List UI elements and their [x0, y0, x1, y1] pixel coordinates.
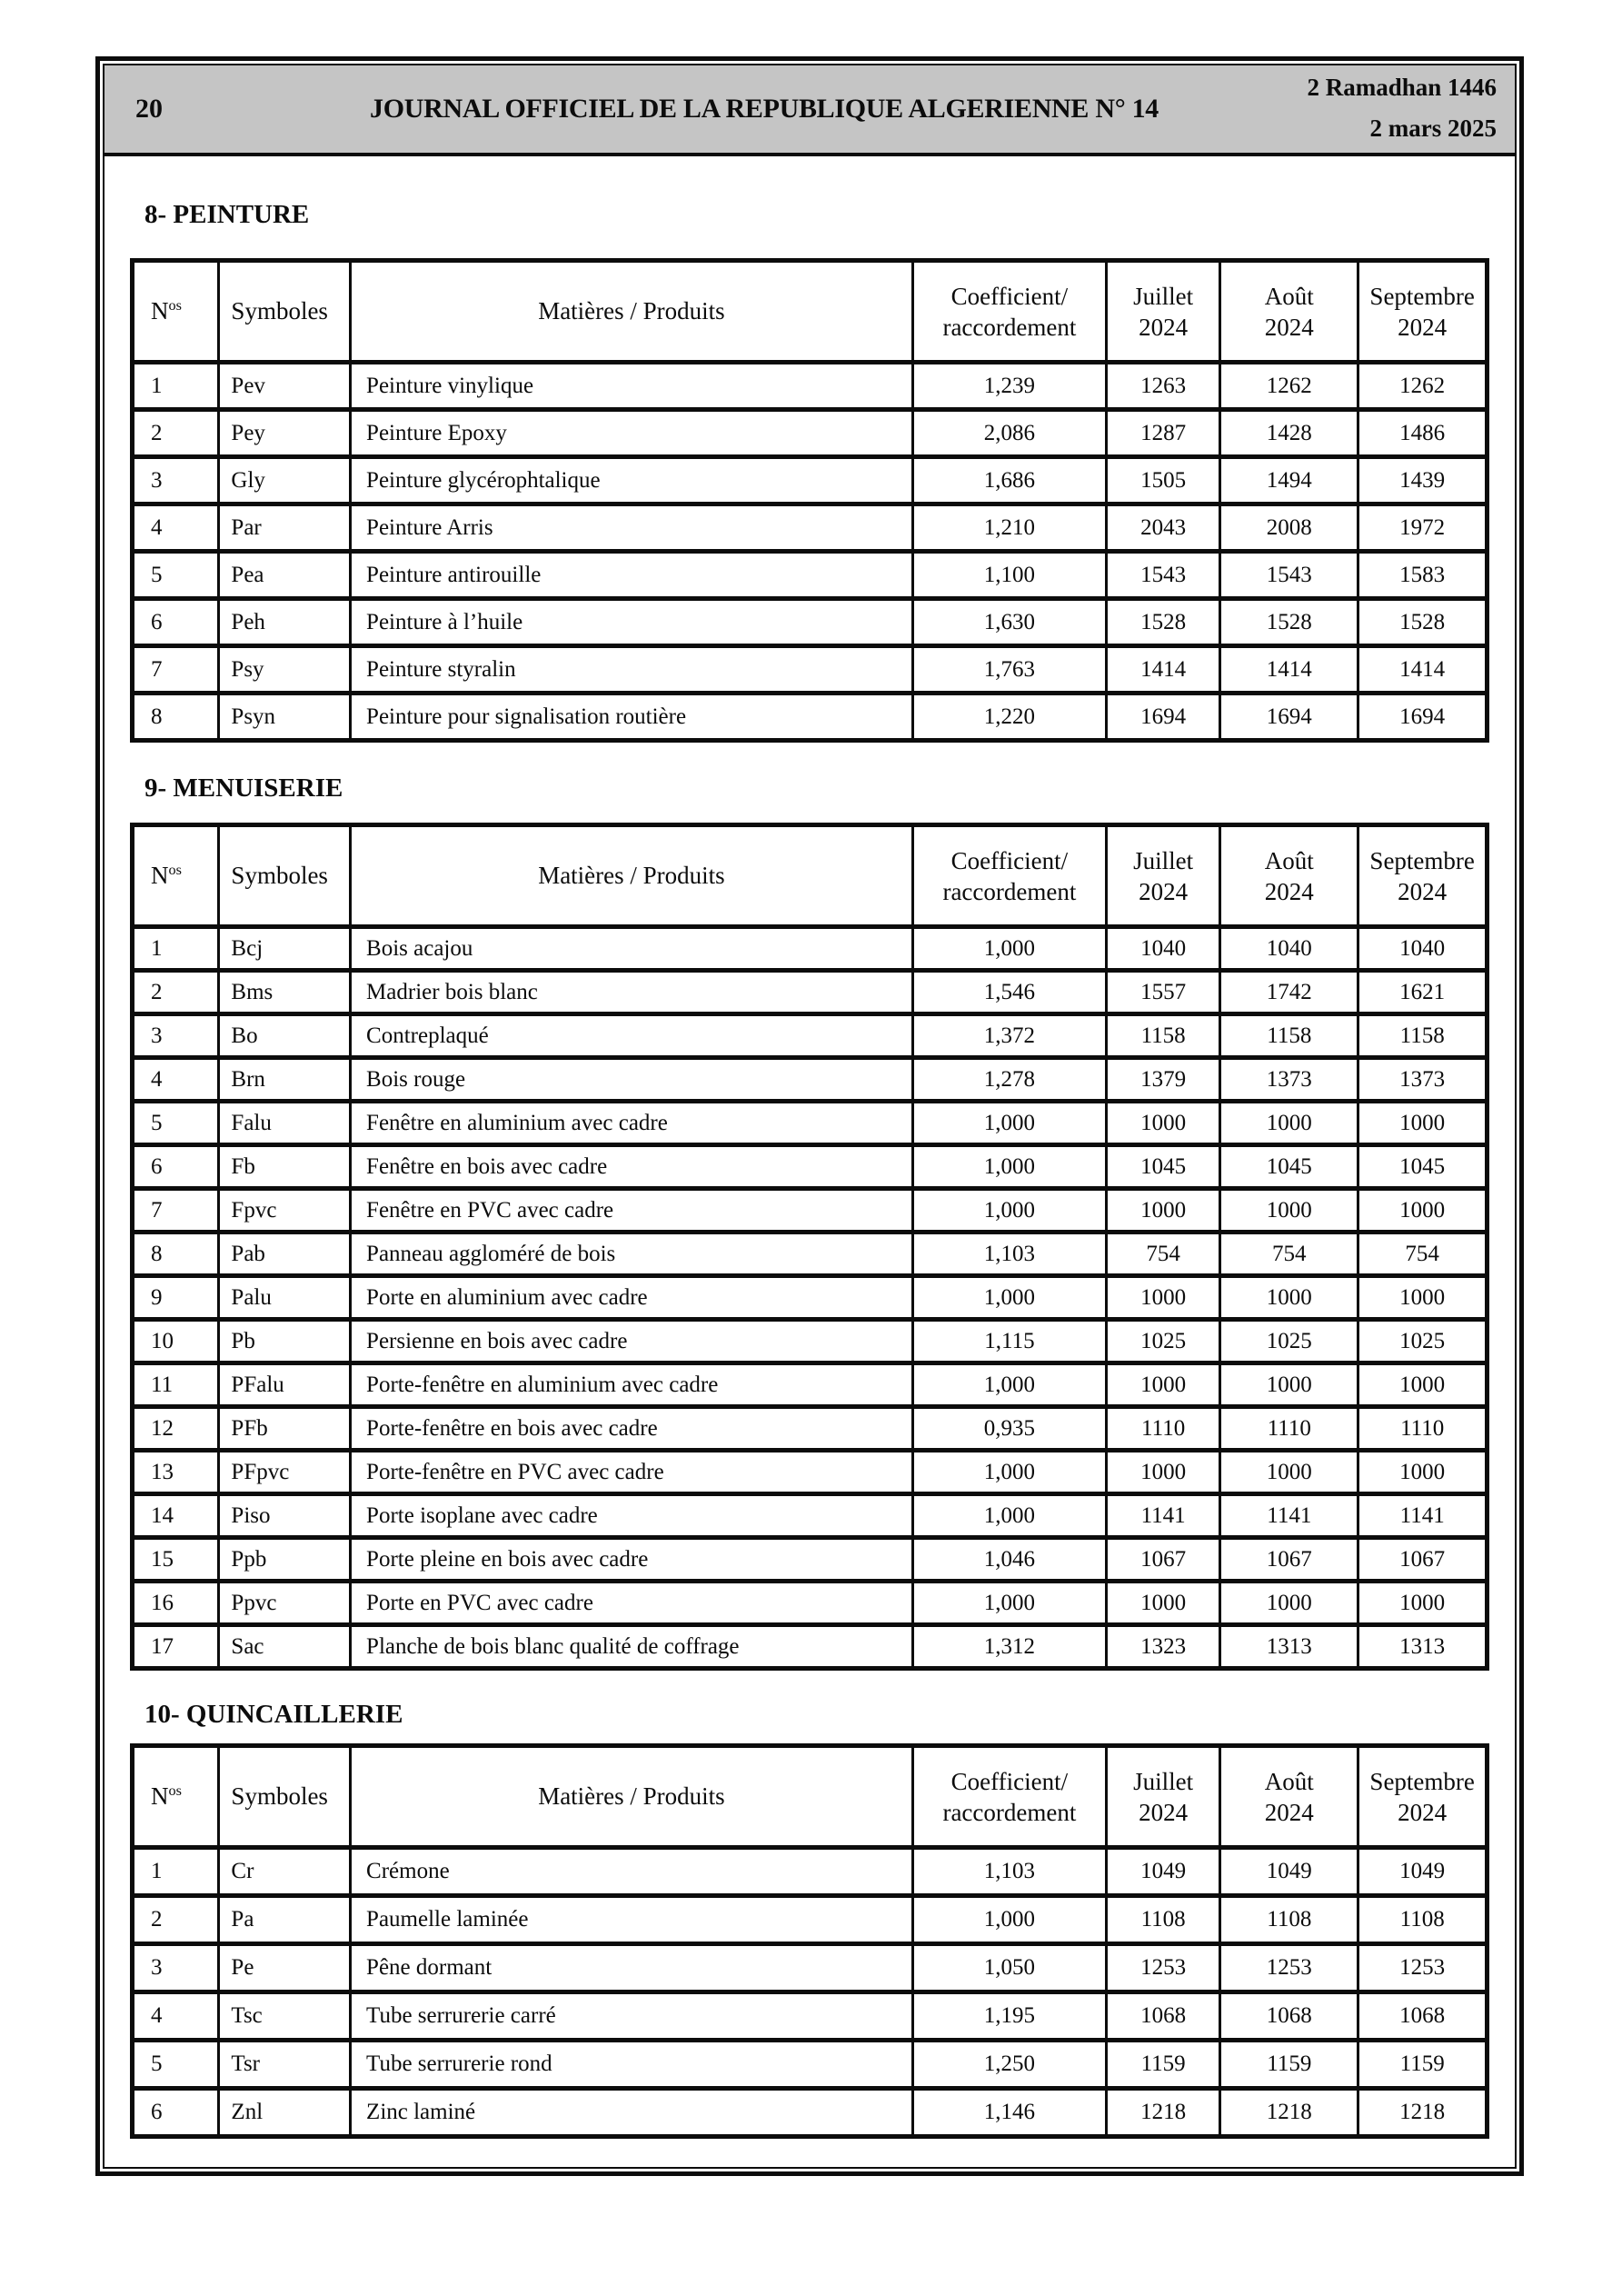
table-cell: 1972	[1358, 504, 1488, 552]
table-cell: Sac	[219, 1625, 351, 1669]
column-header-number: $N^{os}$	[133, 261, 219, 363]
table-cell: PFalu	[219, 1363, 351, 1407]
table-cell: 1141	[1358, 1494, 1488, 1538]
column-header-symbols: Symboles	[219, 825, 351, 927]
table-cell: 7	[133, 646, 219, 694]
table-cell: Bois acajou	[351, 927, 913, 971]
table-cell: 1067	[1358, 1538, 1488, 1582]
page-number: 20	[135, 94, 163, 124]
table-cell: Porte en aluminium avec cadre	[351, 1276, 913, 1320]
table-menuiserie	[130, 823, 1489, 1671]
table-cell: 1,195	[912, 1992, 1106, 2041]
table-cell: 1000	[1107, 1102, 1220, 1145]
column-header-symbols: Symboles	[219, 1746, 351, 1848]
table-cell: Znl	[219, 2089, 351, 2137]
table-row	[133, 1848, 1488, 1896]
table-cell: 754	[1107, 1233, 1220, 1276]
table-cell: 13	[133, 1451, 219, 1494]
table-cell: 5	[133, 1102, 219, 1145]
table-cell: 1373	[1220, 1058, 1358, 1102]
table-cell: 1108	[1358, 1896, 1488, 1944]
table-cell: 1557	[1107, 971, 1220, 1014]
table-cell: 1414	[1107, 646, 1220, 694]
table-row	[133, 2089, 1488, 2137]
table-cell: Peinture Epoxy	[351, 410, 913, 457]
table-row	[133, 1538, 1488, 1582]
table-cell: 1,000	[912, 1896, 1106, 1944]
table-row	[133, 1451, 1488, 1494]
table-cell: 1528	[1107, 599, 1220, 646]
table-cell: 1583	[1358, 552, 1488, 599]
table-cell: 1000	[1220, 1102, 1358, 1145]
table-cell: 1045	[1107, 1145, 1220, 1189]
table-cell: Porte-fenêtre en aluminium avec cadre	[351, 1363, 913, 1407]
table-cell: 1494	[1220, 457, 1358, 504]
table-cell: Persienne en bois avec cadre	[351, 1320, 913, 1363]
section-heading-peinture: 8- PEINTURE	[144, 200, 310, 229]
table-cell: 8	[133, 694, 219, 741]
table-cell: 2,086	[912, 410, 1106, 457]
table-row	[133, 1276, 1488, 1320]
table-cell: Bms	[219, 971, 351, 1014]
table-row	[133, 599, 1488, 646]
table-row	[133, 1625, 1488, 1669]
table-cell: 17	[133, 1625, 219, 1669]
table-cell: 1025	[1220, 1320, 1358, 1363]
table-cell: 1,103	[912, 1848, 1106, 1896]
table-cell: Peinture vinylique	[351, 363, 913, 410]
table-cell: 5	[133, 552, 219, 599]
table-cell: Zinc laminé	[351, 2089, 913, 2137]
table-cell: 1218	[1358, 2089, 1488, 2137]
table-quincaillerie	[130, 1743, 1489, 2139]
table-cell: 15	[133, 1538, 219, 1582]
column-header-august: Août 2024	[1220, 261, 1358, 363]
table-cell: Pe	[219, 1944, 351, 1992]
table-cell: 1158	[1358, 1014, 1488, 1058]
table-row	[133, 646, 1488, 694]
table-cell: Contreplaqué	[351, 1014, 913, 1058]
table-cell: 2	[133, 410, 219, 457]
table-cell: 1040	[1358, 927, 1488, 971]
table-cell: Crémone	[351, 1848, 913, 1896]
table-cell: Paumelle laminée	[351, 1896, 913, 1944]
table-cell: Pa	[219, 1896, 351, 1944]
table-cell: Bo	[219, 1014, 351, 1058]
page-inner-border	[103, 64, 1517, 2169]
table-cell: 1379	[1107, 1058, 1220, 1102]
table-row	[133, 552, 1488, 599]
table-cell: Peinture à l’huile	[351, 599, 913, 646]
table-cell: 3	[133, 457, 219, 504]
column-header-september: Septembre 2024	[1358, 825, 1488, 927]
table-cell: Peinture pour signalisation routière	[351, 694, 913, 741]
table-cell: 1486	[1358, 410, 1488, 457]
table-cell: 2043	[1107, 504, 1220, 552]
table-cell: 1000	[1220, 1363, 1358, 1407]
table-body-quincaillerie	[133, 1848, 1488, 2137]
table-cell: 1141	[1107, 1494, 1220, 1538]
table-cell: 1,546	[912, 971, 1106, 1014]
table-cell: 1141	[1220, 1494, 1358, 1538]
table-cell: 1694	[1358, 694, 1488, 741]
table-cell: 1049	[1358, 1848, 1488, 1896]
column-header-september: Septembre 2024	[1358, 261, 1488, 363]
table-cell: 1110	[1107, 1407, 1220, 1451]
table-cell: 1505	[1107, 457, 1220, 504]
table-cell: Par	[219, 504, 351, 552]
table-cell: Planche de bois blanc qualité de coffrage	[351, 1625, 913, 1669]
table-cell: 1025	[1358, 1320, 1488, 1363]
table-row	[133, 504, 1488, 552]
column-header-august: Août 2024	[1220, 1746, 1358, 1848]
table-cell: 6	[133, 1145, 219, 1189]
table-cell: Madrier bois blanc	[351, 971, 913, 1014]
table-cell: Peinture Arris	[351, 504, 913, 552]
table-cell: 754	[1220, 1233, 1358, 1276]
table-row	[133, 1233, 1488, 1276]
table-cell: 1000	[1220, 1189, 1358, 1233]
table-cell: 4	[133, 504, 219, 552]
table-cell: 1000	[1358, 1276, 1488, 1320]
table-cell: 1218	[1220, 2089, 1358, 2137]
table-header-row	[133, 825, 1488, 927]
table-cell: 1,312	[912, 1625, 1106, 1669]
table-cell: 1253	[1358, 1944, 1488, 1992]
table-cell: 1,103	[912, 1233, 1106, 1276]
table-row	[133, 1363, 1488, 1407]
table-cell: Pab	[219, 1233, 351, 1276]
table-cell: 1,000	[912, 1189, 1106, 1233]
table-cell: 16	[133, 1582, 219, 1625]
table-cell: 4	[133, 1992, 219, 2041]
table-cell: 1040	[1107, 927, 1220, 971]
masthead-dates	[1288, 65, 1515, 153]
table-cell: 1,000	[912, 1451, 1106, 1494]
table-cell: Psy	[219, 646, 351, 694]
table-row	[133, 1944, 1488, 1992]
section-quincaillerie	[130, 1698, 1489, 2139]
table-cell: 1	[133, 927, 219, 971]
column-header-symbols: Symboles	[219, 261, 351, 363]
table-cell: 754	[1358, 1233, 1488, 1276]
table-cell: 1000	[1107, 1582, 1220, 1625]
table-cell: 2008	[1220, 504, 1358, 552]
table-cell: 1621	[1358, 971, 1488, 1014]
table-cell: 1253	[1107, 1944, 1220, 1992]
table-cell: Pea	[219, 552, 351, 599]
section-menuiserie	[130, 772, 1489, 1671]
masthead	[104, 65, 1515, 156]
section-heading-quincaillerie: 10- QUINCAILLERIE	[144, 1700, 403, 1729]
table-cell: 1108	[1220, 1896, 1358, 1944]
table-row	[133, 1014, 1488, 1058]
table-cell: 1543	[1220, 552, 1358, 599]
table-cell: 1158	[1220, 1014, 1358, 1058]
table-cell: Pb	[219, 1320, 351, 1363]
table-row	[133, 1992, 1488, 2041]
table-cell: Tsc	[219, 1992, 351, 2041]
table-cell: Fenêtre en PVC avec cadre	[351, 1189, 913, 1233]
table-cell: 1253	[1220, 1944, 1358, 1992]
table-cell: 1000	[1220, 1451, 1358, 1494]
column-header-july: Juillet 2024	[1107, 825, 1220, 927]
table-cell: Porte isoplane avec cadre	[351, 1494, 913, 1538]
table-cell: 1,210	[912, 504, 1106, 552]
column-header-july: Juillet 2024	[1107, 1746, 1220, 1848]
table-cell: 1	[133, 363, 219, 410]
table-cell: 1000	[1220, 1276, 1358, 1320]
table-cell: 1,220	[912, 694, 1106, 741]
table-cell: Gly	[219, 457, 351, 504]
column-header-august: Août 2024	[1220, 825, 1358, 927]
table-cell: Panneau aggloméré de bois	[351, 1233, 913, 1276]
table-cell: Ppvc	[219, 1582, 351, 1625]
table-cell: 6	[133, 599, 219, 646]
table-cell: 1,686	[912, 457, 1106, 504]
table-cell: 4	[133, 1058, 219, 1102]
table-cell: 9	[133, 1276, 219, 1320]
table-row	[133, 694, 1488, 741]
table-cell: 1049	[1220, 1848, 1358, 1896]
table-row	[133, 1058, 1488, 1102]
table-cell: 1000	[1107, 1363, 1220, 1407]
column-header-coefficient: Coefficient/ raccordement	[912, 825, 1106, 927]
column-header-september: Septembre 2024	[1358, 1746, 1488, 1848]
table-cell: 1067	[1107, 1538, 1220, 1582]
table-cell: 1000	[1107, 1276, 1220, 1320]
table-cell: 1,000	[912, 1276, 1106, 1320]
table-row	[133, 1494, 1488, 1538]
column-header-coefficient: Coefficient/ raccordement	[912, 1746, 1106, 1848]
table-row	[133, 927, 1488, 971]
column-header-materials: Matières / Produits	[351, 825, 913, 927]
table-cell: 2	[133, 1896, 219, 1944]
table-row	[133, 1896, 1488, 1944]
table-row	[133, 1320, 1488, 1363]
section-heading-menuiserie: 9- MENUISERIE	[144, 774, 343, 803]
table-cell: Bcj	[219, 927, 351, 971]
table-cell: 1049	[1107, 1848, 1220, 1896]
page-frame	[95, 56, 1524, 2176]
table-cell: 1694	[1220, 694, 1358, 741]
table-cell: 1428	[1220, 410, 1358, 457]
table-cell: 0,935	[912, 1407, 1106, 1451]
table-cell: Falu	[219, 1102, 351, 1145]
column-header-july: Juillet 2024	[1107, 261, 1220, 363]
table-cell: 1,250	[912, 2041, 1106, 2089]
table-cell: Peinture antirouille	[351, 552, 913, 599]
table-peinture	[130, 258, 1489, 743]
table-cell: Palu	[219, 1276, 351, 1320]
section-peinture	[130, 198, 1489, 743]
table-row	[133, 1145, 1488, 1189]
table-row	[133, 1407, 1488, 1451]
date-gregorian: 2 mars 2025	[1369, 115, 1497, 142]
table-cell: PFb	[219, 1407, 351, 1451]
table-cell: 1,000	[912, 927, 1106, 971]
table-cell: 1313	[1358, 1625, 1488, 1669]
table-cell: 1025	[1107, 1320, 1220, 1363]
table-row	[133, 457, 1488, 504]
table-cell: 7	[133, 1189, 219, 1233]
table-body-menuiserie	[133, 927, 1488, 1669]
table-body-peinture	[133, 363, 1488, 741]
table-cell: Psyn	[219, 694, 351, 741]
table-cell: Peh	[219, 599, 351, 646]
table-cell: 1000	[1358, 1102, 1488, 1145]
table-row	[133, 1582, 1488, 1625]
table-cell: Ppb	[219, 1538, 351, 1582]
table-cell: 11	[133, 1363, 219, 1407]
table-cell: 1,372	[912, 1014, 1106, 1058]
table-cell: Pey	[219, 410, 351, 457]
table-cell: Tube serrurerie rond	[351, 2041, 913, 2089]
table-cell: 1110	[1220, 1407, 1358, 1451]
table-cell: 1262	[1220, 363, 1358, 410]
table-cell: 1000	[1358, 1363, 1488, 1407]
table-cell: 14	[133, 1494, 219, 1538]
table-cell: 1414	[1220, 646, 1358, 694]
table-cell: 1159	[1358, 2041, 1488, 2089]
table-cell: Porte-fenêtre en bois avec cadre	[351, 1407, 913, 1451]
table-row	[133, 1102, 1488, 1145]
journal-title: JOURNAL OFFICIEL DE LA REPUBLIQUE ALGERIENNE N° 14	[370, 94, 1159, 124]
table-cell: Fenêtre en aluminium avec cadre	[351, 1102, 913, 1145]
table-cell: 1000	[1358, 1189, 1488, 1233]
table-cell: 1000	[1220, 1582, 1358, 1625]
table-cell: Peinture glycérophtalique	[351, 457, 913, 504]
column-header-materials: Matières / Produits	[351, 261, 913, 363]
table-cell: Pev	[219, 363, 351, 410]
table-cell: 1,630	[912, 599, 1106, 646]
table-cell: 1,050	[912, 1944, 1106, 1992]
table-cell: Porte-fenêtre en PVC avec cadre	[351, 1451, 913, 1494]
table-cell: 1159	[1220, 2041, 1358, 2089]
table-cell: Fpvc	[219, 1189, 351, 1233]
table-cell: 1439	[1358, 457, 1488, 504]
table-header-row	[133, 1746, 1488, 1848]
table-cell: 1068	[1358, 1992, 1488, 2041]
table-row	[133, 1189, 1488, 1233]
table-cell: 1263	[1107, 363, 1220, 410]
table-cell: 1287	[1107, 410, 1220, 457]
page-content	[104, 156, 1515, 2167]
table-cell: Pêne dormant	[351, 1944, 913, 1992]
table-cell: 1108	[1107, 1896, 1220, 1944]
table-cell: 1262	[1358, 363, 1488, 410]
column-header-number: $N^{os}$	[133, 1746, 219, 1848]
table-row	[133, 971, 1488, 1014]
table-header-row	[133, 261, 1488, 363]
table-cell: 1040	[1220, 927, 1358, 971]
table-cell: 1,115	[912, 1320, 1106, 1363]
table-cell: 1373	[1358, 1058, 1488, 1102]
table-cell: 1,146	[912, 2089, 1106, 2137]
table-cell: 1,000	[912, 1494, 1106, 1538]
table-cell: 1694	[1107, 694, 1220, 741]
table-cell: 2	[133, 971, 219, 1014]
table-cell: 1,278	[912, 1058, 1106, 1102]
table-cell: 1,000	[912, 1102, 1106, 1145]
table-row	[133, 410, 1488, 457]
column-header-coefficient: Coefficient/ raccordement	[912, 261, 1106, 363]
table-cell: 1414	[1358, 646, 1488, 694]
table-cell: 10	[133, 1320, 219, 1363]
table-cell: PFpvc	[219, 1451, 351, 1494]
table-cell: Peinture styralin	[351, 646, 913, 694]
table-cell: Fenêtre en bois avec cadre	[351, 1145, 913, 1189]
table-cell: Fb	[219, 1145, 351, 1189]
table-cell: 1,763	[912, 646, 1106, 694]
table-cell: 1,100	[912, 552, 1106, 599]
table-cell: 1,046	[912, 1538, 1106, 1582]
table-cell: 3	[133, 1944, 219, 1992]
column-header-materials: Matières / Produits	[351, 1746, 913, 1848]
table-cell: Brn	[219, 1058, 351, 1102]
table-cell: 1	[133, 1848, 219, 1896]
table-cell: 1,000	[912, 1145, 1106, 1189]
table-cell: Cr	[219, 1848, 351, 1896]
table-cell: 12	[133, 1407, 219, 1451]
table-cell: 6	[133, 2089, 219, 2137]
table-cell: Tsr	[219, 2041, 351, 2089]
table-cell: 1528	[1220, 599, 1358, 646]
table-cell: 1000	[1358, 1451, 1488, 1494]
table-cell: 1323	[1107, 1625, 1220, 1669]
table-cell: 1158	[1107, 1014, 1220, 1058]
table-cell: 1159	[1107, 2041, 1220, 2089]
table-cell: 1,000	[912, 1582, 1106, 1625]
table-cell: 1067	[1220, 1538, 1358, 1582]
table-cell: 1000	[1107, 1189, 1220, 1233]
table-cell: 1528	[1358, 599, 1488, 646]
table-cell: 1,000	[912, 1363, 1106, 1407]
table-cell: 8	[133, 1233, 219, 1276]
table-cell: Porte pleine en bois avec cadre	[351, 1538, 913, 1582]
table-cell: 1068	[1107, 1992, 1220, 2041]
column-header-number: $N^{os}$	[133, 825, 219, 927]
table-cell: Tube serrurerie carré	[351, 1992, 913, 2041]
table-cell: 1,239	[912, 363, 1106, 410]
table-cell: Porte en PVC avec cadre	[351, 1582, 913, 1625]
table-cell: 1000	[1358, 1582, 1488, 1625]
table-cell: 1313	[1220, 1625, 1358, 1669]
table-cell: 1000	[1107, 1451, 1220, 1494]
table-cell: 1218	[1107, 2089, 1220, 2137]
table-cell: 5	[133, 2041, 219, 2089]
table-cell: 1068	[1220, 1992, 1358, 2041]
table-cell: 1045	[1358, 1145, 1488, 1189]
table-cell: 1742	[1220, 971, 1358, 1014]
table-cell: 1045	[1220, 1145, 1358, 1189]
date-hijri: 2 Ramadhan 1446	[1307, 74, 1497, 101]
table-cell: 1110	[1358, 1407, 1488, 1451]
table-cell: Bois rouge	[351, 1058, 913, 1102]
table-row	[133, 2041, 1488, 2089]
table-cell: 3	[133, 1014, 219, 1058]
table-cell: Piso	[219, 1494, 351, 1538]
table-row	[133, 363, 1488, 410]
table-cell: 1543	[1107, 552, 1220, 599]
